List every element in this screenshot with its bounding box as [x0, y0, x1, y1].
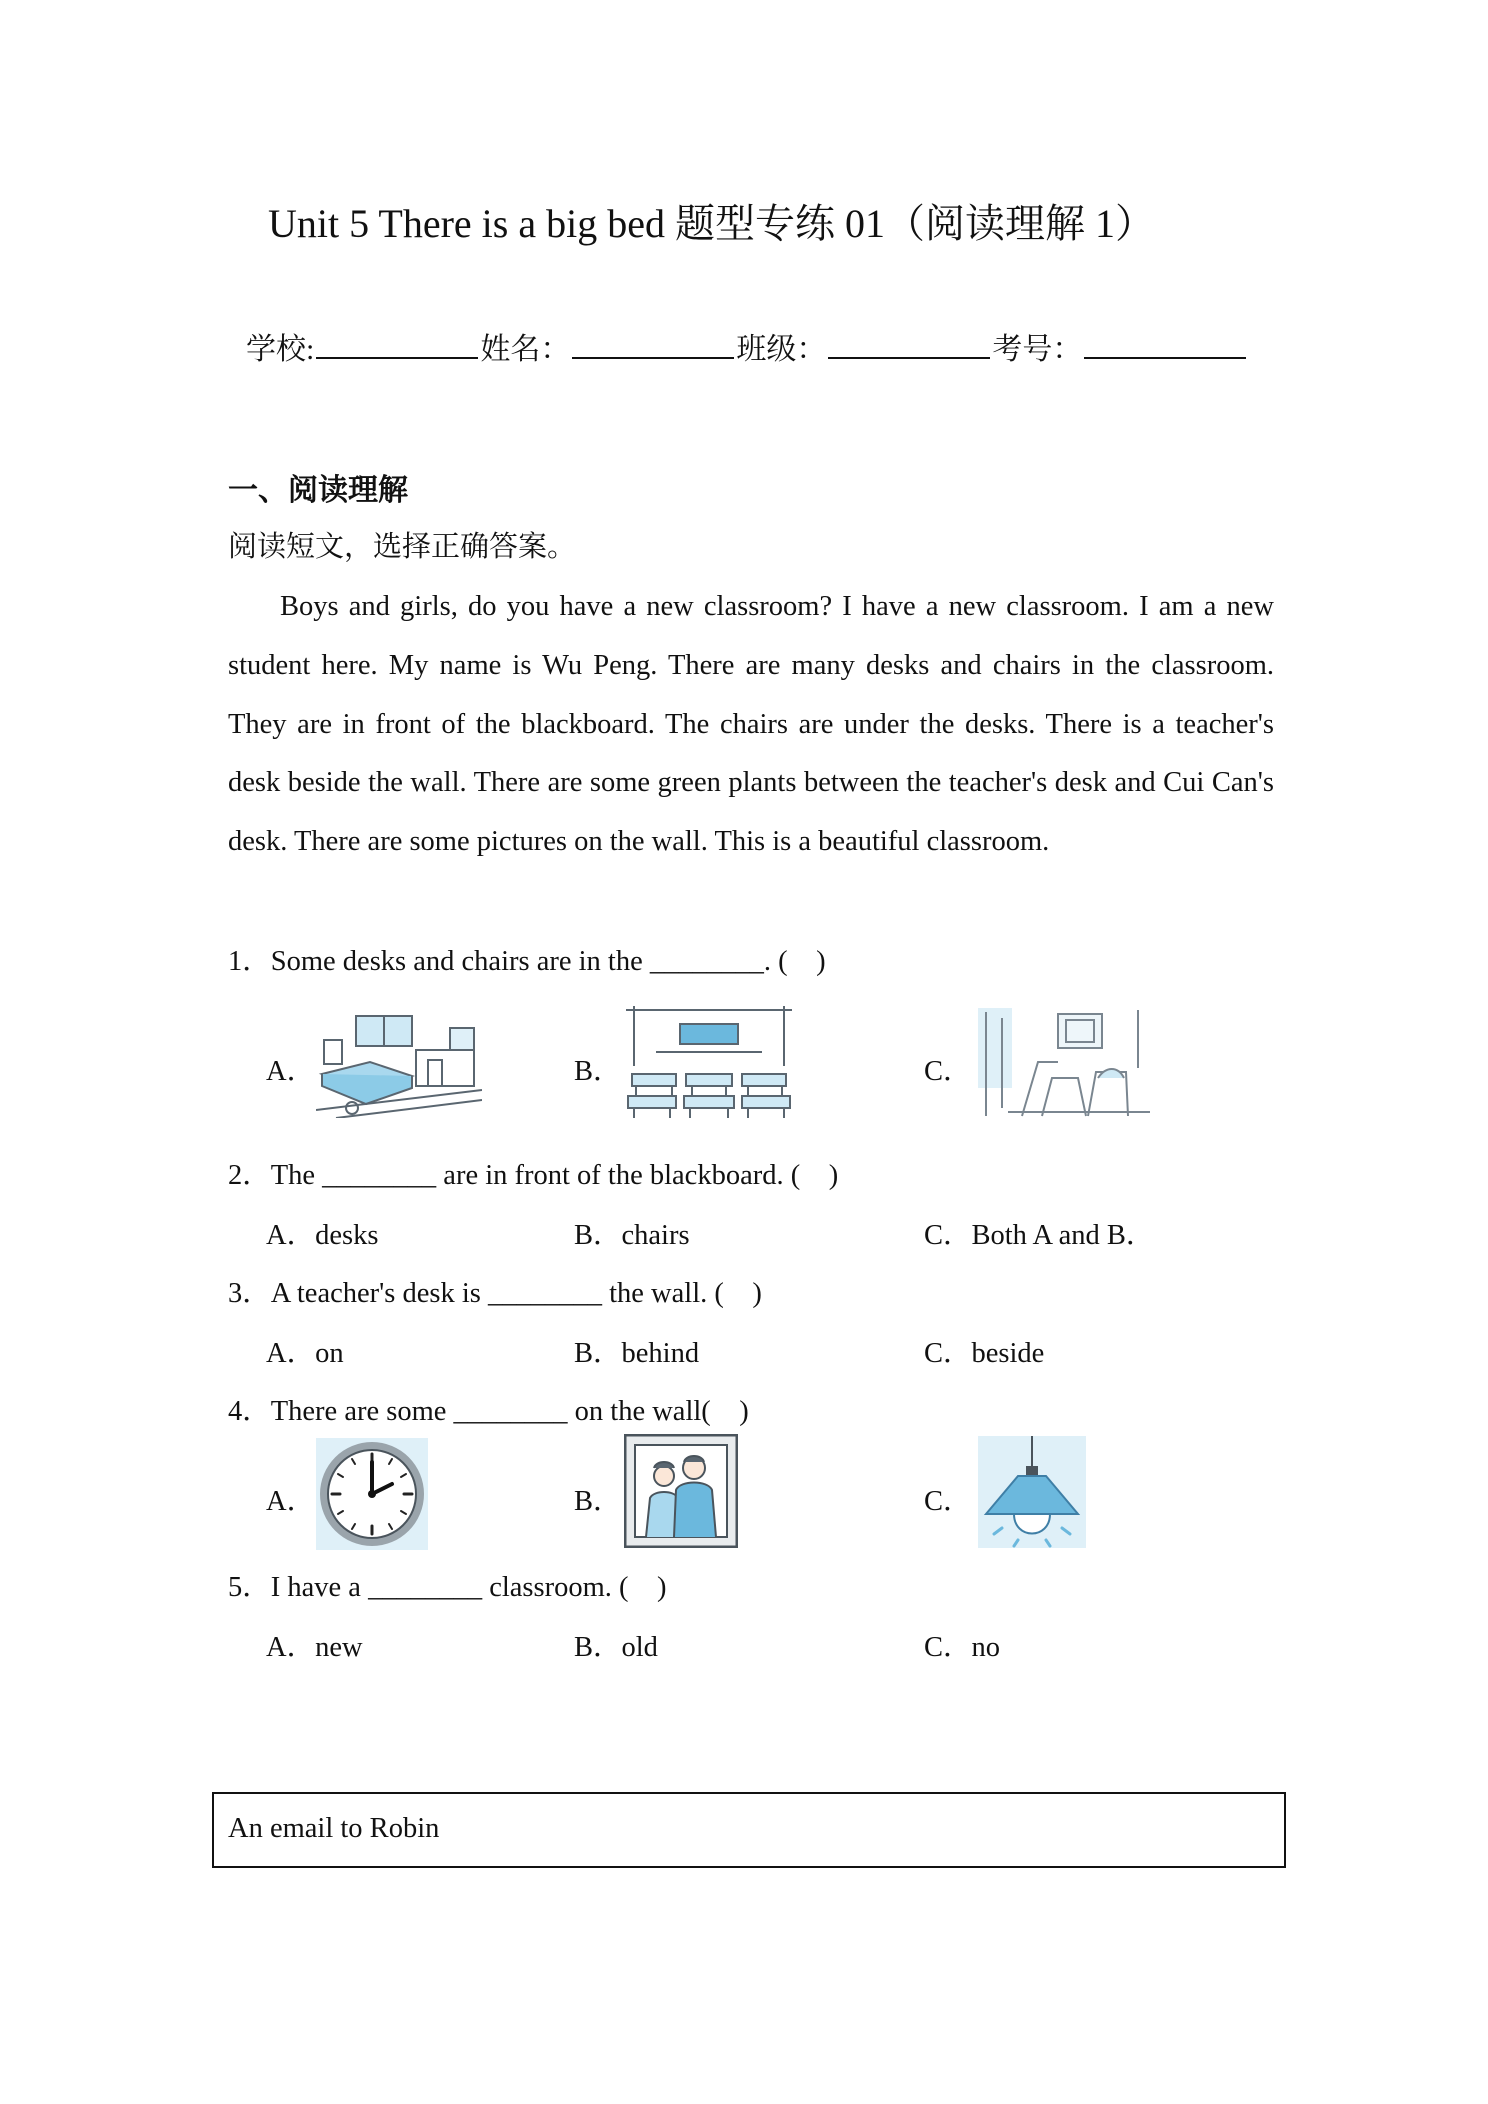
email-title: An email to Robin: [228, 1813, 440, 1844]
name-label: 姓名：: [480, 333, 571, 366]
section-title: 一、阅读理解: [228, 473, 408, 508]
picture-frame-image[interactable]: [624, 1434, 738, 1548]
q2-option-a[interactable]: A．desks: [266, 1220, 379, 1251]
email-title-box: [212, 1792, 1286, 1868]
q5-option-b[interactable]: B．old: [574, 1632, 658, 1663]
q3-option-b[interactable]: B．behind: [574, 1338, 700, 1369]
q4-option-a[interactable]: A．: [266, 1486, 316, 1517]
q5-option-c[interactable]: C．no: [924, 1632, 1001, 1663]
question-5-stem: 5．I have a ________ classroom. ( ): [228, 1572, 667, 1603]
name-blank[interactable]: [572, 327, 734, 359]
q5-option-a[interactable]: A．new: [266, 1632, 363, 1663]
lamp-image[interactable]: [978, 1436, 1086, 1548]
reading-passage: Boys and girls, do you have a new classroom? I have a new classroom. I am a new student here. My name is Wu Peng. There are many desks and chairs in the classroom. They are in front of the blackboard. The chairs are under the desks. There is a teacher's desk beside the wall. There are some green plants between the teacher's desk and Cui Can's desk. There are some pictures on the wall. This is a beautiful classroom.: [228, 591, 1274, 858]
question-2-stem: 2．The ________ are in front of the blackboard. ( ): [228, 1160, 839, 1191]
question-1-stem: 1．Some desks and chairs are in the ________. ( ): [228, 946, 826, 977]
instruction: 阅读短文，选择正确答案。: [228, 531, 577, 563]
q4-option-b[interactable]: B．: [574, 1486, 622, 1517]
q3-option-c[interactable]: C．beside: [924, 1338, 1045, 1369]
q1-option-c[interactable]: C．: [924, 1056, 972, 1087]
bedroom-image[interactable]: [316, 1010, 482, 1118]
question-4-stem: 4．There are some ________ on the wall( ): [228, 1396, 749, 1427]
class-blank[interactable]: [828, 327, 990, 359]
q2-option-c[interactable]: C．Both A and B．: [924, 1220, 1155, 1251]
exam-no-label: 考号：: [992, 333, 1083, 366]
student-info-line: [246, 324, 1248, 368]
q1-option-a[interactable]: A．: [266, 1056, 316, 1087]
q2-option-b[interactable]: B．chairs: [574, 1220, 690, 1251]
q3-option-a[interactable]: A．on: [266, 1338, 344, 1369]
page-title: Unit 5 There is a big bed 题型专练 01（阅读理解 1）: [268, 201, 1155, 246]
exam-no-blank[interactable]: [1084, 327, 1246, 359]
classroom-image[interactable]: [626, 1006, 792, 1118]
q4-option-c[interactable]: C．: [924, 1486, 972, 1517]
question-3-stem: 3．A teacher's desk is ________ the wall. ( ): [228, 1278, 762, 1309]
q1-option-b[interactable]: B．: [574, 1056, 622, 1087]
school-label: 学校:: [246, 333, 315, 366]
room-image[interactable]: [978, 1008, 1150, 1118]
school-blank[interactable]: [316, 327, 478, 359]
clock-image[interactable]: [316, 1438, 428, 1550]
class-label: 班级：: [736, 333, 827, 366]
